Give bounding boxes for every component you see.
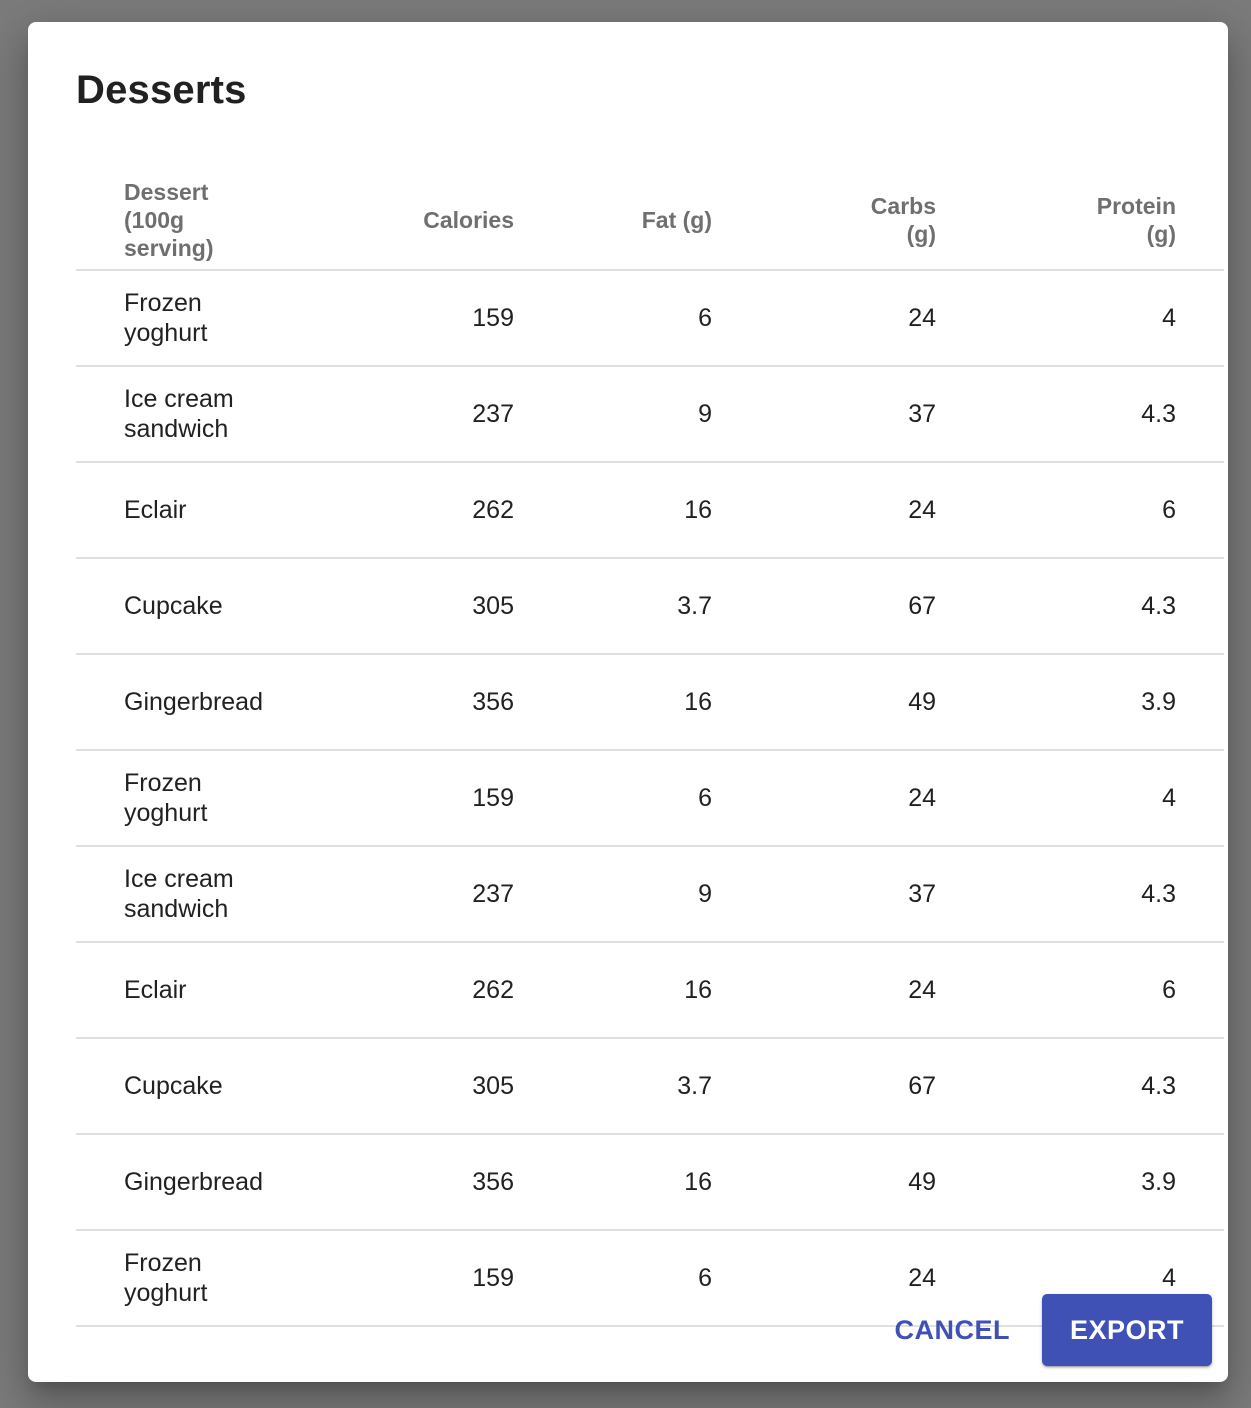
cell-calories: 305: [324, 558, 514, 654]
cell-dessert: Cupcake: [76, 558, 324, 654]
cell-dessert: Frozen yoghurt: [76, 270, 324, 366]
table-scroll-area[interactable]: [76, 170, 1224, 1307]
cell-protein: 6: [936, 462, 1224, 558]
table-row: [76, 654, 1224, 750]
cell-dessert: Gingerbread: [76, 654, 324, 750]
table-row: [76, 750, 1224, 846]
cell-dessert: Eclair: [76, 942, 324, 1038]
cell-calories: 159: [324, 270, 514, 366]
cell-protein: 4.3: [936, 366, 1224, 462]
table-row: [76, 270, 1224, 366]
cell-dessert: Gingerbread: [76, 1134, 324, 1230]
column-header-protein: Protein (g): [936, 170, 1224, 270]
table-row: [76, 366, 1224, 462]
table-row: [76, 1038, 1224, 1134]
cell-calories: 262: [324, 942, 514, 1038]
column-header-calories: Calories: [324, 170, 514, 270]
cell-fat: 9: [514, 846, 712, 942]
cancel-button[interactable]: CANCEL: [859, 1294, 1043, 1366]
cell-fat: 16: [514, 654, 712, 750]
cell-protein: 4: [936, 270, 1224, 366]
cell-protein: 3.9: [936, 654, 1224, 750]
column-header-carbs: Carbs (g): [712, 170, 936, 270]
cell-dessert: Frozen yoghurt: [76, 1230, 324, 1326]
cell-fat: 6: [514, 270, 712, 366]
cell-calories: 237: [324, 366, 514, 462]
cell-calories: 262: [324, 462, 514, 558]
cell-protein: 4.3: [936, 558, 1224, 654]
cell-carbs: 24: [712, 462, 936, 558]
cell-fat: 3.7: [514, 558, 712, 654]
column-header-dessert: Dessert (100g serving): [76, 170, 324, 270]
cell-fat: 16: [514, 462, 712, 558]
cell-dessert: Frozen yoghurt: [76, 750, 324, 846]
cell-calories: 356: [324, 654, 514, 750]
column-header-fat: Fat (g): [514, 170, 712, 270]
table-row: [76, 558, 1224, 654]
table-row: [76, 846, 1224, 942]
table-row: [76, 1134, 1224, 1230]
cell-calories: 159: [324, 750, 514, 846]
cell-protein: 3.9: [936, 1134, 1224, 1230]
table-row: [76, 942, 1224, 1038]
cell-fat: 16: [514, 1134, 712, 1230]
cell-carbs: 24: [712, 942, 936, 1038]
cell-carbs: 24: [712, 270, 936, 366]
cell-dessert: Eclair: [76, 462, 324, 558]
table-row: [76, 462, 1224, 558]
cell-carbs: 49: [712, 1134, 936, 1230]
cell-fat: 16: [514, 942, 712, 1038]
table-header-row: [76, 170, 1224, 270]
cell-calories: 356: [324, 1134, 514, 1230]
cell-carbs: 24: [712, 1230, 936, 1326]
cell-carbs: 67: [712, 1038, 936, 1134]
cell-calories: 237: [324, 846, 514, 942]
cell-protein: 4: [936, 750, 1224, 846]
dialog-actions: [859, 1294, 1213, 1366]
desserts-dialog: [28, 22, 1228, 1382]
export-button[interactable]: EXPORT: [1042, 1294, 1212, 1366]
cell-dessert: Ice cream sandwich: [76, 366, 324, 462]
cell-fat: 3.7: [514, 1038, 712, 1134]
desserts-table: [76, 170, 1224, 1327]
cell-calories: 159: [324, 1230, 514, 1326]
cell-carbs: 37: [712, 366, 936, 462]
cell-carbs: 37: [712, 846, 936, 942]
cell-fat: 6: [514, 750, 712, 846]
cell-dessert: Cupcake: [76, 1038, 324, 1134]
cell-carbs: 49: [712, 654, 936, 750]
cell-calories: 305: [324, 1038, 514, 1134]
cell-carbs: 24: [712, 750, 936, 846]
cell-protein: 4.3: [936, 1038, 1224, 1134]
cell-fat: 9: [514, 366, 712, 462]
cell-fat: 6: [514, 1230, 712, 1326]
cell-protein: 4: [936, 1230, 1224, 1326]
cell-protein: 4.3: [936, 846, 1224, 942]
cell-dessert: Ice cream sandwich: [76, 846, 324, 942]
cell-carbs: 67: [712, 558, 936, 654]
cell-protein: 6: [936, 942, 1224, 1038]
dialog-title: Desserts: [76, 68, 247, 112]
